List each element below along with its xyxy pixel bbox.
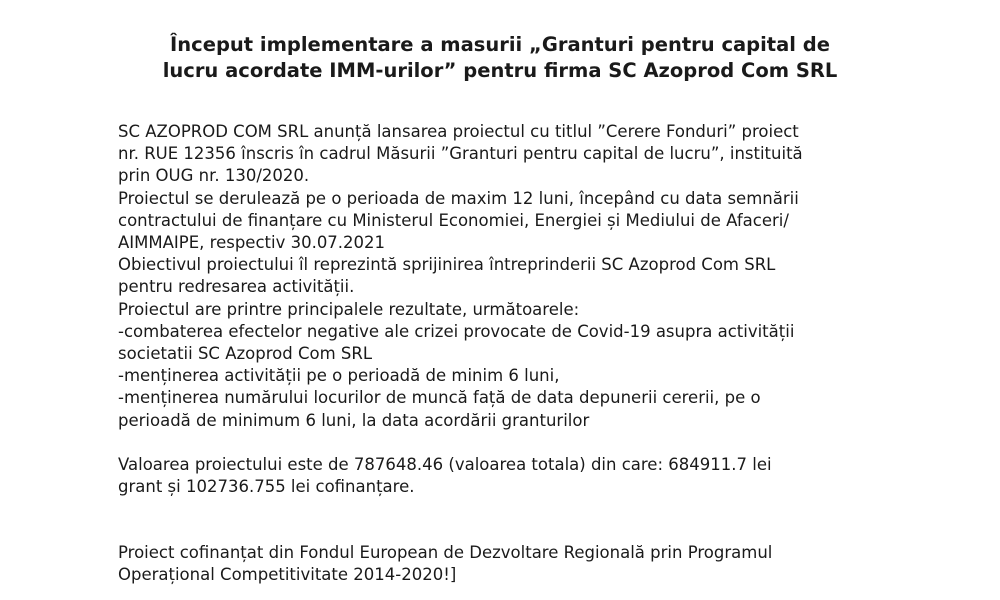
- document-body: [118, 121, 888, 587]
- text-line: Proiect cofinanțat din Fondul European de Dezvoltare Regională prin Programul: [118, 543, 773, 563]
- text-line: grant și 102736.755 lei cofinanțare.: [118, 477, 415, 497]
- paragraph-spacer: [118, 498, 888, 542]
- value-paragraph: [118, 454, 888, 498]
- text-line: Operațional Competitivitate 2014-2020!]: [118, 565, 457, 585]
- text-line: Proiectul se derulează pe o perioada de maxim 12 luni, începând cu data semnării: [118, 188, 799, 208]
- result-item: [118, 387, 888, 431]
- title-line: Început implementare a masurii „Granturi pentru capital de: [170, 33, 830, 56]
- cofinancing-paragraph: [118, 542, 888, 586]
- text-line: -menținerea activității pe o perioadă de minim 6 luni,: [118, 366, 560, 386]
- text-line: societatii SC Azoprod Com SRL: [118, 344, 373, 364]
- text-line: Obiectivul proiectului îl reprezintă sprijinirea întreprinderii SC Azoprod Com SRL: [118, 255, 776, 275]
- result-item: [118, 321, 888, 365]
- text-line: -combaterea efectelor negative ale crizei provocate de Covid-19 asupra activității: [118, 321, 795, 341]
- objective-paragraph: [118, 254, 888, 298]
- document-title: [120, 32, 880, 84]
- intro-paragraph: [118, 121, 888, 188]
- text-line: prin OUG nr. 130/2020.: [118, 166, 310, 186]
- text-line: perioadă de minimum 6 luni, la data acordării granturilor: [118, 410, 590, 430]
- results-intro: Proiectul are printre principalele rezultate, următoarele:: [118, 299, 580, 319]
- text-line: Valoarea proiectului este de 787648.46 (valoarea totala) din care: 684911.7 lei: [118, 454, 772, 474]
- result-item: [118, 365, 888, 387]
- paragraph-spacer: [118, 432, 888, 454]
- text-line: nr. RUE 12356 înscris în cadrul Măsurii ”Granturi pentru capital de lucru”, instituită: [118, 144, 803, 164]
- text-line: pentru redresarea activității.: [118, 277, 355, 297]
- text-line: -menținerea numărului locurilor de muncă față de data depunerii cererii, pe o: [118, 388, 761, 408]
- text-line: SC AZOPROD COM SRL anunță lansarea proiectul cu titlul ”Cerere Fonduri” proiect: [118, 122, 799, 141]
- results-section: [118, 299, 888, 432]
- text-line: AIMMAIPE, respectiv 30.07.2021: [118, 233, 386, 253]
- text-line: contractului de finanțare cu Ministerul Economiei, Energiei și Mediului de Afaceri/: [118, 210, 789, 230]
- title-line: lucru acordate IMM-urilor” pentru firma SC Azoprod Com SRL: [162, 59, 838, 82]
- period-paragraph: [118, 188, 888, 255]
